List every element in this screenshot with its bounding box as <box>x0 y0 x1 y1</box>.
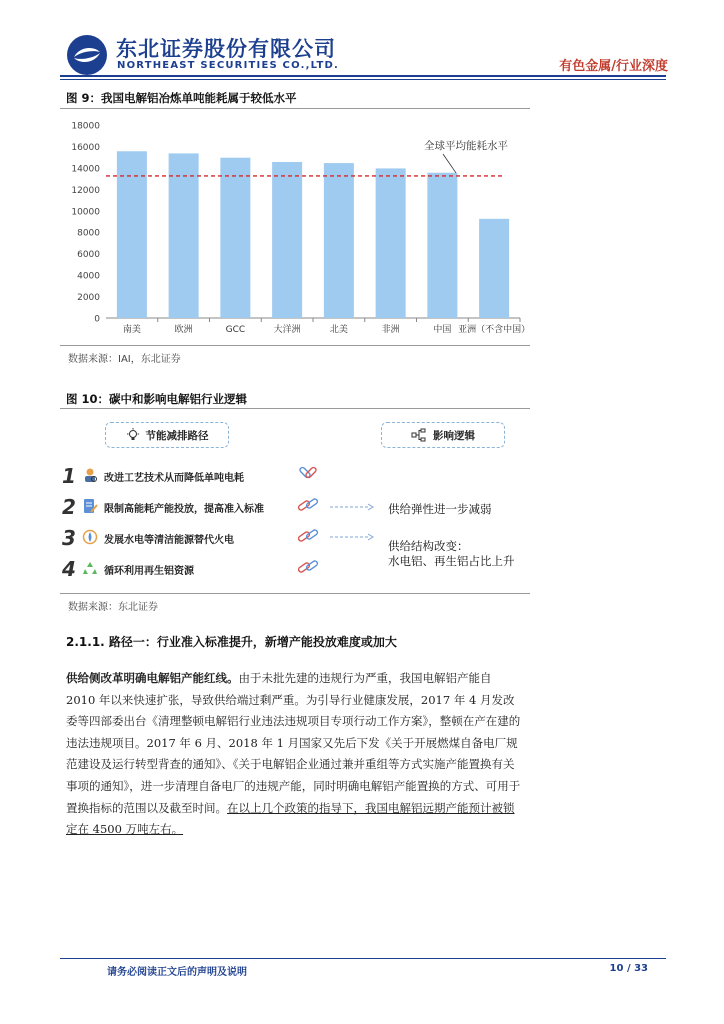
x-tick-label: 欧洲 <box>174 325 193 335</box>
paragraph-body: 由于未批先建的违规行为严重，我国电解铝产能自 2010 年以来快速扩张，导致供给端过剩严重。为引导行业健康发展，2017 年 4 月发改委等四部委出台《清理整顿电解铝行业违法违规项目专项行动工作方案》，整顿在产在建的违法违规项目。2017 年 6 月、2018 年 1 月国家又先后下发《关于开展燃煤自备电厂规范建设及运行转型背查的通知》、《关于电解铝企业通过兼并重组等方式实施产能置换有关事项的通知》，进一步清理自备电厂的违规产能，同时明确电解铝产能置换的方式、可用于置换指标的范围以及截至时间。 <box>66 671 521 815</box>
energy-consumption-bar-chart <box>60 112 530 344</box>
y-tick-label: 4000 <box>77 271 100 282</box>
recycle-icon <box>82 560 98 576</box>
paragraph-underlined-conclusion: 在以上几个政策的指导下，我国电解铝远期产能预计被锁定在 4500 万吨左右。 <box>66 800 515 837</box>
company-logo-icon <box>66 34 108 76</box>
bar-6 <box>427 173 457 318</box>
figure10-source: 数据来源：东北证券 <box>68 602 158 613</box>
footer-divider <box>60 958 666 959</box>
bar-7 <box>479 219 509 318</box>
step-text-2: 限制高能耗产能投放，提高准入标准 <box>104 504 264 515</box>
tag-right-label: 影响逻辑 <box>433 429 475 442</box>
x-tick-label: 非洲 <box>381 325 400 335</box>
bar-4 <box>324 163 354 318</box>
header-divider-thin <box>60 79 666 80</box>
section-heading: 2.1.1. 路径一：行业准入标准提升，新增产能投放难度或加大 <box>66 635 397 649</box>
y-tick-label: 16000 <box>71 142 100 153</box>
step-number-4: 4 <box>62 557 76 581</box>
y-tick-label: 14000 <box>71 164 100 175</box>
effect-supply-structure-title: 供给结构改变： <box>388 539 469 553</box>
y-tick-label: 18000 <box>71 121 100 132</box>
broken-link-icon <box>296 464 320 484</box>
reference-line-label: 全球平均能耗水平 <box>424 140 508 152</box>
report-category: 有色金属/行业深度 <box>559 59 668 74</box>
figure10-top-rule <box>60 408 530 409</box>
page-number: 10 / 33 <box>609 963 648 974</box>
x-tick-label: 中国 <box>433 325 452 335</box>
bar-5 <box>376 168 406 318</box>
link-icon <box>296 495 320 515</box>
figure10-title: 图 10：碳中和影响电解铝行业逻辑 <box>66 392 248 406</box>
tag-impact-logic <box>381 422 505 448</box>
figure9-title: 图 9：我国电解铝冶炼单吨能耗属于较低水平 <box>66 91 297 105</box>
paragraph-lead: 供给侧改革明确电解铝产能红线。 <box>66 671 239 685</box>
company-name-cn: 东北证券股份有限公司 <box>116 37 336 61</box>
reference-label-leader <box>443 154 456 173</box>
figure9-top-rule <box>60 108 530 109</box>
tag-energy-saving-path <box>105 422 229 448</box>
y-tick-label: 10000 <box>71 207 100 218</box>
tag-left-label: 节能减排路径 <box>145 429 209 442</box>
y-tick-label: 6000 <box>77 250 100 261</box>
clean-energy-icon <box>82 529 98 545</box>
figure9-source: 数据来源：IAI，东北证券 <box>68 354 181 365</box>
bar-1 <box>169 153 199 318</box>
x-tick-label: GCC <box>225 325 246 335</box>
step-number-3: 3 <box>62 526 76 550</box>
step-text-4: 循环利用再生铝资源 <box>104 566 194 577</box>
arrow-right-icon <box>330 532 374 542</box>
y-tick-label: 2000 <box>77 293 100 304</box>
header-divider <box>60 75 666 77</box>
y-tick-label: 8000 <box>77 228 100 239</box>
arrow-right-icon <box>330 502 374 512</box>
step-number-2: 2 <box>62 495 76 519</box>
y-tick-label: 12000 <box>71 185 100 196</box>
x-tick-label: 亚洲（不含中国） <box>458 325 530 335</box>
step-text-3: 发展水电等清洁能源替代火电 <box>104 535 234 546</box>
effect-supply-structure-detail: 水电铝、再生铝占比上升 <box>388 554 515 568</box>
x-tick-label: 南美 <box>122 325 141 335</box>
figure9-bottom-rule <box>60 345 530 346</box>
x-tick-label: 大洋洲 <box>273 325 301 335</box>
bar-3 <box>272 162 302 318</box>
y-tick-label: 0 <box>94 314 100 325</box>
footer-disclaimer: 请务必阅读正文后的声明及说明 <box>107 967 247 978</box>
link-icon <box>296 526 320 546</box>
x-tick-label: 北美 <box>329 325 348 335</box>
figure10-bottom-rule <box>60 593 530 594</box>
step-number-1: 1 <box>62 464 76 488</box>
bar-2 <box>220 158 250 318</box>
hierarchy-icon <box>411 428 427 442</box>
effect-supply-elasticity: 供给弹性进一步减弱 <box>388 502 492 516</box>
document-edit-icon <box>82 498 98 514</box>
worker-gear-icon <box>82 467 98 483</box>
lightbulb-icon <box>126 428 140 442</box>
link-icon <box>296 557 320 577</box>
company-name-en: NORTHEAST SECURITIES CO.,LTD. <box>117 60 340 71</box>
step-text-1: 改进工艺技术从而降低单吨电耗 <box>104 473 244 484</box>
section-body-paragraph <box>66 668 522 841</box>
